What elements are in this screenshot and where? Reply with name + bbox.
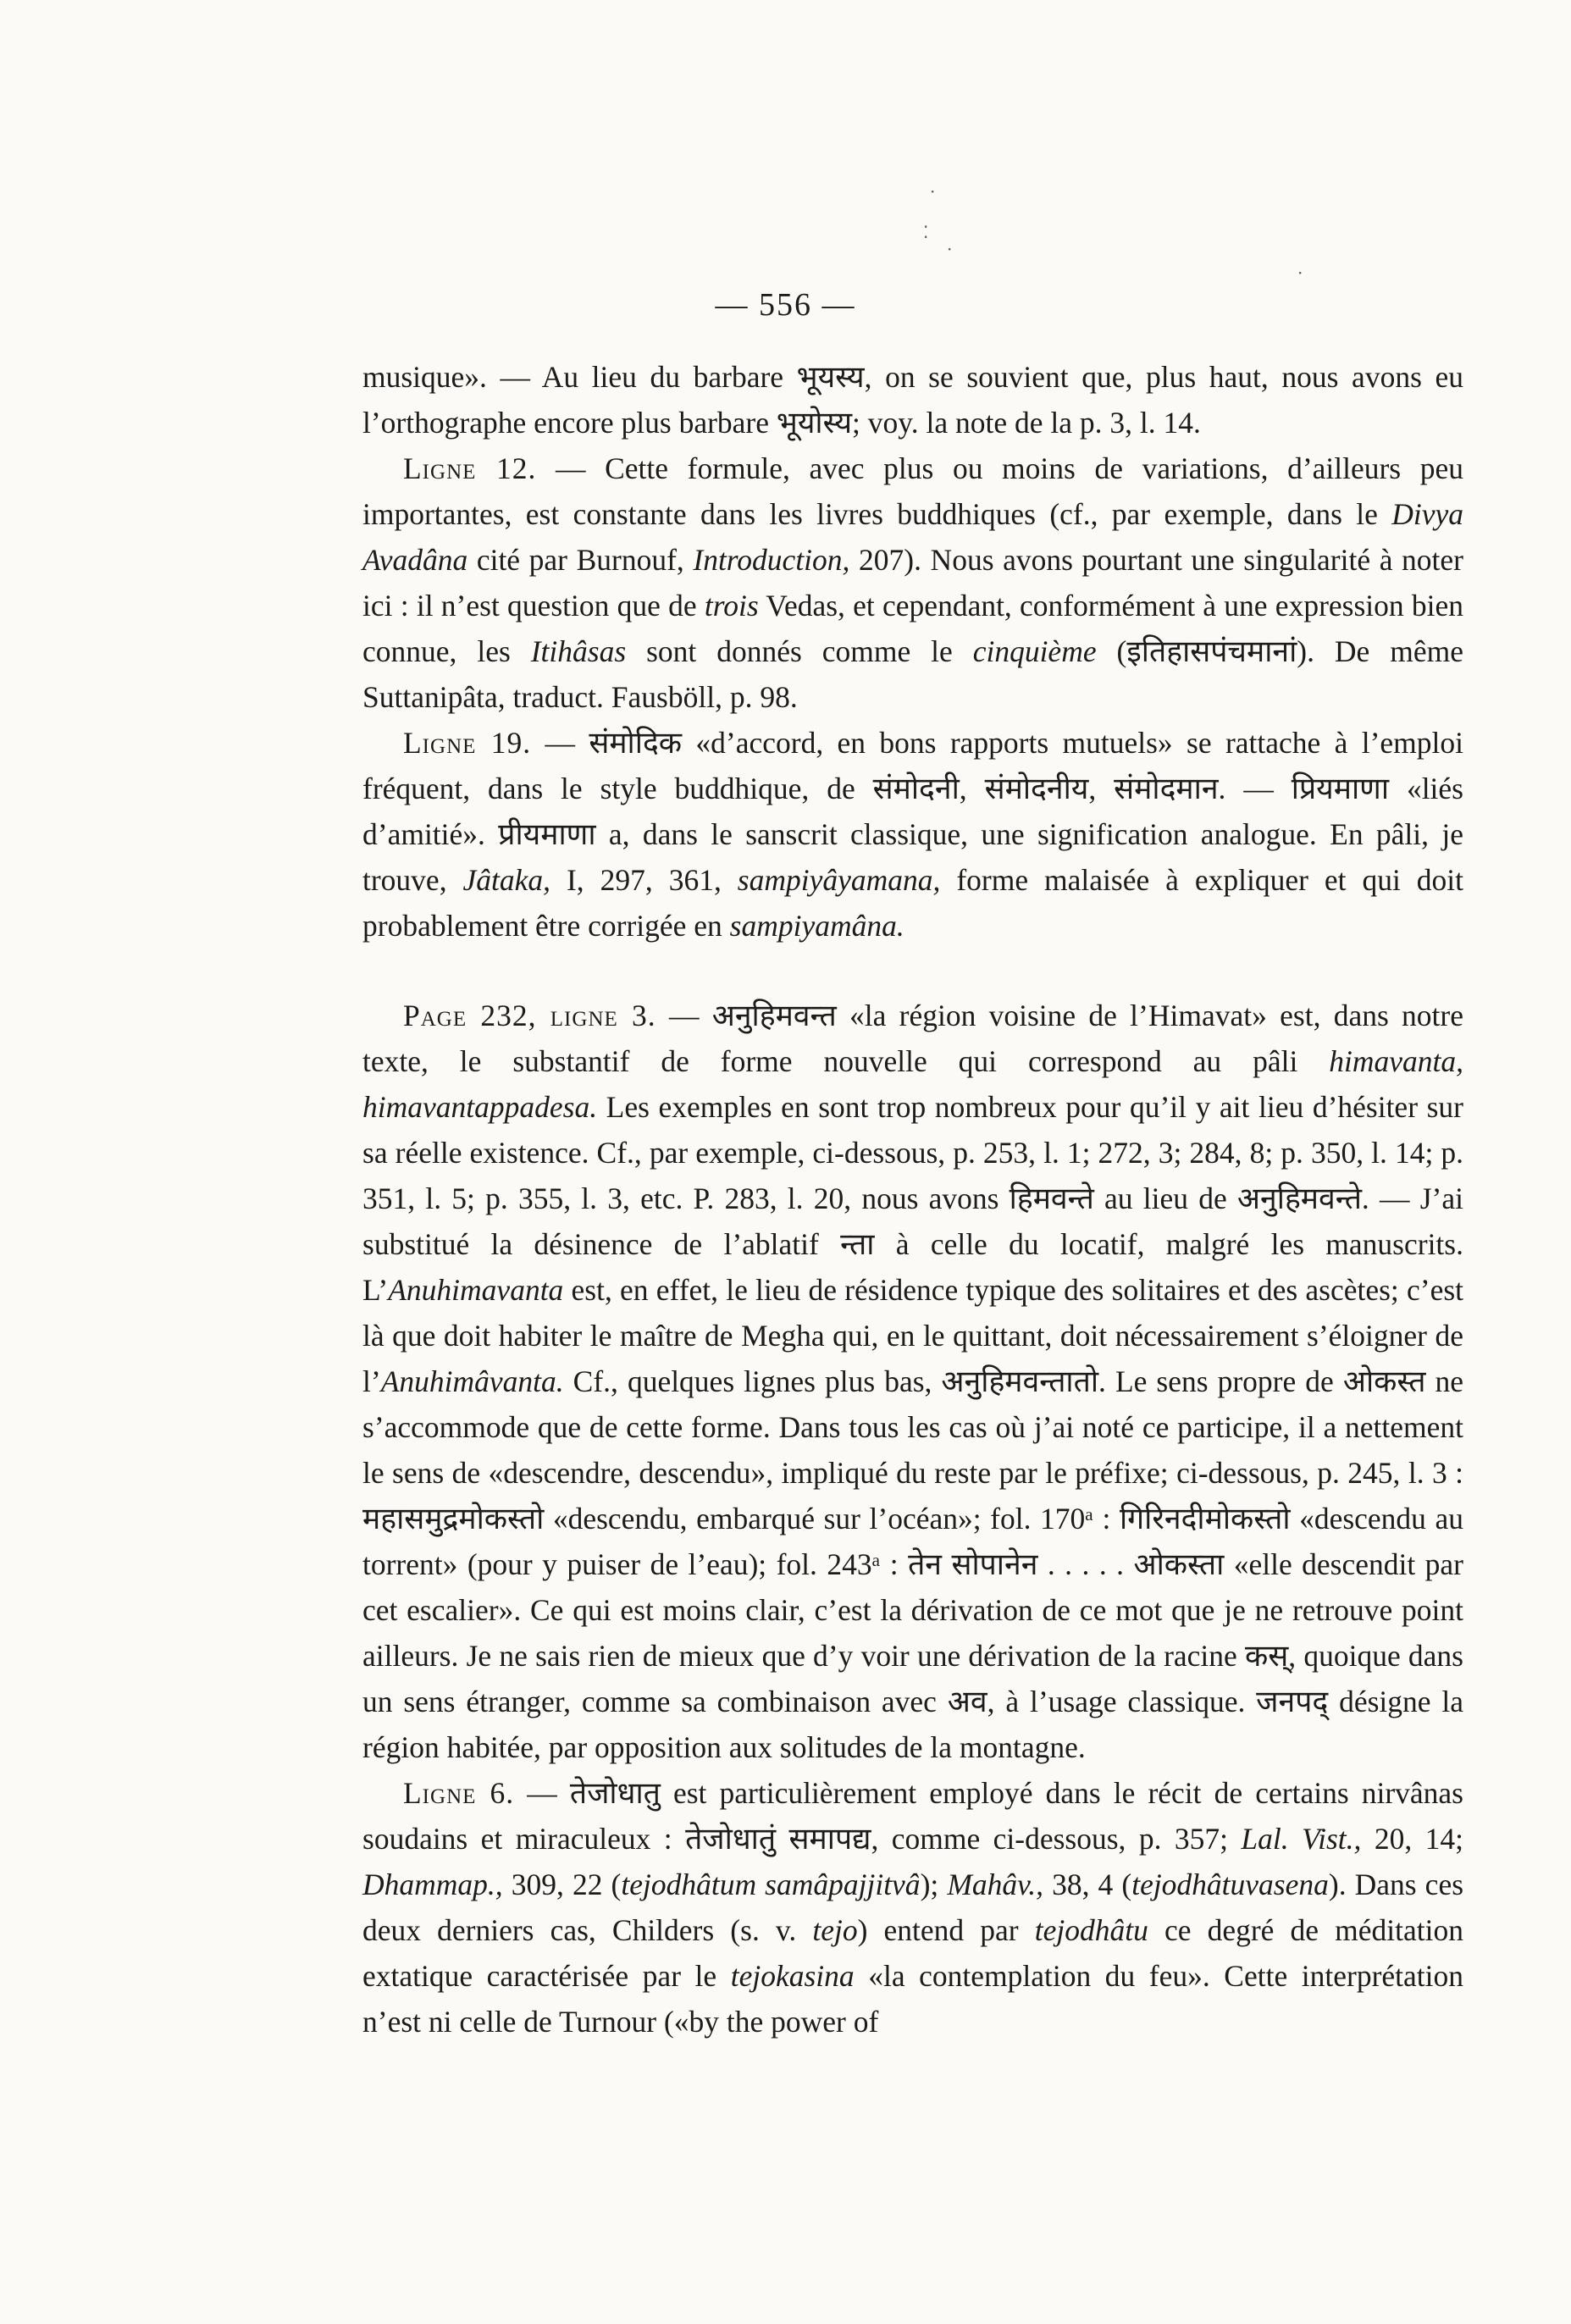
text-run: (इतिहासपंचमानां). De même Suttanipâta, traduct. Fausböll, p. 98. xyxy=(362,634,1463,714)
italic-term: sampiyamâna. xyxy=(729,909,904,943)
text-run: cité par Burnouf, xyxy=(467,543,694,577)
italic-term: Anuhimâvanta. xyxy=(380,1364,564,1398)
italic-term: tejodhâtum samâpajjitvâ xyxy=(621,1868,921,1901)
text-run: ); xyxy=(920,1868,948,1901)
text-run: «la contemplation du feu». Cette interprétation n’est ni celle de Turnour («by the power of xyxy=(362,1959,1463,2039)
italic-term: Itihâsas xyxy=(530,634,627,668)
italic-term: tejodhâtu xyxy=(1034,1913,1148,1947)
italic-term: himavanta, himavantappadesa. xyxy=(362,1044,1463,1124)
paper-speck: · xyxy=(1297,263,1303,283)
paper-speck: · xyxy=(930,181,936,202)
paragraph-p2 xyxy=(362,445,1463,720)
italic-term: Jâtaka, xyxy=(462,863,551,897)
text-run: sont donnés comme le xyxy=(626,634,973,668)
text-run: ce degré de méditation extatique caractérisée par le xyxy=(362,1913,1463,1993)
italic-term: trois xyxy=(704,589,759,622)
italic-term: Dhammap., xyxy=(362,1868,503,1901)
text-body xyxy=(362,354,1463,2045)
text-run: — संमोदिक «d’accord, en bons rapports mutuels» se rattache à l’emploi fréquent, dans le style buddhique, de संमोदनी, संमोदनीय, संमोदमान. — प्रियमाणा «liés d’amitié». प्रीयमाणा a, dans le sanscrit classique, une signification analogue. En pâli, je trouve, xyxy=(362,726,1464,897)
section-label: Ligne 19. xyxy=(403,726,532,760)
text-run: musique». — Au lieu du barbare भूयस्य, on se souvient que, plus haut, nous avons eu l’orthographe encore plus barbare भूयोस्य; voy. la note de la p. 3, l. 14. xyxy=(362,360,1463,440)
text-run: 38, 4 ( xyxy=(1043,1868,1132,1901)
italic-term: tejodhâtuvasena xyxy=(1131,1868,1329,1901)
italic-term: sampiyâyamana, xyxy=(737,863,941,897)
italic-term: Divya Avadâna xyxy=(362,497,1463,577)
paper-speck: · xyxy=(947,239,953,259)
paragraph-p5 xyxy=(362,1770,1463,2045)
text-run: Vedas, et cependant, conformément à une expression bien connue, les xyxy=(362,589,1464,668)
text-run: 309, 22 ( xyxy=(502,1868,622,1901)
text-run: ). Dans ces deux derniers cas, Childers (s. v. xyxy=(362,1868,1464,1947)
paragraph-p1 xyxy=(362,354,1463,445)
text-run: Les exemples en sont trop nombreux pour qu’il y ait lieu d’hésiter sur sa réelle existence. Cf., par exemple, ci-dessous, p. 253, l. 1; 272, 3; 284, 8; p. 350, l. 14; p. 351, l. 5; p. 355, l. 3, etc. P. 283, l. 20, nous avons हिमवन्ते au lieu de अनुहिमवन्ते. — J’ai substitué la désinence de l’ablatif न्ता à celle du locatif, malgré les manuscrits. L’ xyxy=(362,1090,1463,1307)
text-run: forme malaisée à expliquer et qui doit probablement être corrigée en xyxy=(362,863,1463,943)
text-run: — Cette formule, avec plus ou moins de variations, d’ailleurs peu importantes, est constante dans les livres buddhiques (cf., par exemple, dans le xyxy=(362,451,1463,531)
italic-term: Introduction, xyxy=(693,543,850,577)
italic-term: Mahâv., xyxy=(947,1868,1044,1901)
paragraph-p3 xyxy=(362,720,1463,949)
text-run: Cf., quelques lignes plus bas, अनुहिमवन्तातो. Le sens propre de ओकस्त ne s’accommode que de cette forme. Dans tous les cas où j’ai noté ce participe, il a nettement le sens de «descendre, descendu», impliqué du reste par le préfixe; ci-dessous, p. 245, l. 3 : महासमुद्रमोकस्तो «descendu, embarqué sur l’océan»; fol. 170ᵃ : गिरिनदीमोकस्तो «descendu au torrent» (pour y puiser de l’eau); fol. 243ᵃ : तेन सोपानेन . . . . . ओकस्ता «elle descendit par cet escalier». Ce qui est moins clair, c’est la dérivation de ce mot que je ne retrouve point ailleurs. Je ne sais rien de mieux que d’y voir une dérivation de la racine कस्, quoique dans un sens étranger, comme sa combinaison avec अव, à l’usage classique. जनपद् désigne la région habitée, par opposition aux solitudes de la montagne. xyxy=(362,1364,1463,1764)
text-run: — अनुहिमवन्त «la région voisine de l’Himavat» est, dans notre texte, le substantif de forme nouvelle qui correspond au pâli xyxy=(362,999,1463,1078)
text-run: est, en effet, le lieu de résidence typique des solitaires et des ascètes; c’est là que doit habiter le maître de Megha qui, en le quittant, doit nécessairement s’éloigner de l’ xyxy=(362,1273,1463,1398)
italic-term: tejo xyxy=(812,1913,858,1947)
paragraph-p4 xyxy=(362,993,1463,1770)
italic-term: Anuhimavanta xyxy=(388,1273,564,1307)
italic-term: cinquième xyxy=(972,634,1097,668)
text-run: ) entend par xyxy=(857,1913,1035,1947)
section-label: Ligne 6. xyxy=(403,1776,515,1810)
section-label: Ligne 12. xyxy=(403,451,537,485)
text-run: 207). Nous avons pourtant une singularité à noter ici : il n’est question que de xyxy=(362,543,1463,622)
italic-term: tejokasina xyxy=(730,1959,855,1993)
page-number: — 556 — xyxy=(715,287,856,323)
paper-speck: ⁚ xyxy=(923,222,929,242)
section-label: Page 232, ligne 3. xyxy=(403,999,656,1032)
text-run: 20, 14; xyxy=(1361,1822,1463,1856)
text-run: I, 297, 361, xyxy=(550,863,738,897)
text-run: — तेजोधातु est particulièrement employé dans le récit de certains nirvânas soudains et miraculeux : तेजोधातुं समापद्य, comme ci-dessous, p. 357; xyxy=(362,1776,1464,1856)
italic-term: Lal. Vist., xyxy=(1241,1822,1362,1856)
